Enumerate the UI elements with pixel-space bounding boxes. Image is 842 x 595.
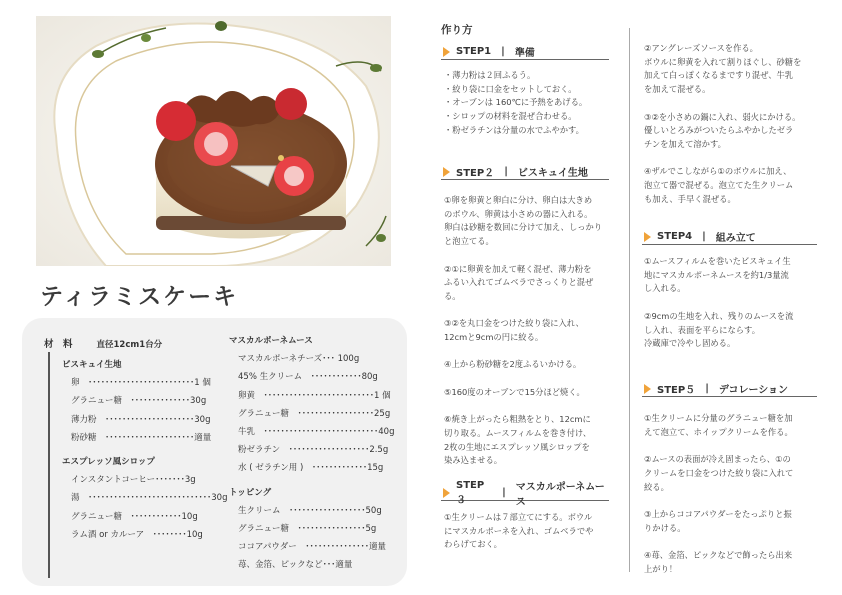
step-name: 組み立て xyxy=(715,233,756,244)
step3-continued-text: ②アングレーズソースを作る。 ボウルに卵黄を入れて割りほぐし、砂糖を 加えて白っぽくなるまですり混ぜ、牛乳 を加えて混ぜる。 ③②を小さめの鍋に入れ、弱火にかける。 優しいとろみがついたらふやかしたゼラ チンを加えて溶かす。 ④ザルでこしながら①のボウルに加え、 泡立て器で混ぜる。泡立てた生クリーム も加え、手早く混ぜる。 xyxy=(644,43,802,204)
ingredient-row: インスタントコーヒー･･･････3g xyxy=(71,475,196,486)
column-divider xyxy=(629,28,630,572)
step-label: STEP５ xyxy=(657,385,696,396)
ingredient-row: 水 ( ゼラチン用 ) ･････････････15g xyxy=(238,463,384,474)
step-separator: | xyxy=(702,231,706,242)
ingredient-row: グラニュー糖 ･･････････････30g xyxy=(71,396,207,407)
step-label: STEP4 xyxy=(657,231,693,242)
orange-triangle-icon xyxy=(443,488,450,498)
ingredient-row: 卵黄 ･･････････････････････････1 個 xyxy=(238,390,391,401)
step4-header xyxy=(642,229,817,245)
serving-size: 直径12cm1台分 xyxy=(96,340,163,350)
ingredients-column-right xyxy=(229,330,395,575)
mousse-heading: マスカルポーネムース xyxy=(229,336,313,346)
ingredient-row: 粉砂糖 ･････････････････････適量 xyxy=(71,432,212,443)
step-label: STEP２ xyxy=(456,168,495,179)
ingredient-row: ラム酒 or カルーア ････････10g xyxy=(71,529,203,540)
ingredient-row: グラニュー糖 ････････････10g xyxy=(71,511,198,522)
step-name: ビスキュイ生地 xyxy=(517,168,588,179)
syrup-heading: エスプレッソ風シロップ xyxy=(62,457,155,468)
recipe-title: ティラミスケーキ xyxy=(40,284,239,310)
step-separator: | xyxy=(501,46,505,57)
step3-text: ①生クリームは７部立てにする。ボウル にマスカルポーネを入れ、ゴムベラでや わらげておく。 xyxy=(444,512,594,550)
ingredients-divider-line xyxy=(48,352,50,578)
ingredient-row: 牛乳 ･･･････････････････････････40g xyxy=(238,427,395,438)
topping-heading: トッピング xyxy=(229,487,272,498)
biscuit-heading: ビスキュイ生地 xyxy=(62,360,122,370)
step2-header xyxy=(441,164,609,180)
step-name: 準備 xyxy=(514,48,535,59)
ingredient-row: 粉ゼラチン ･･･････････････････2.5g xyxy=(238,445,389,456)
step1-text: ・薄力粉は２回ふるう。 ・絞り袋に口金をセットしておく。 ・オーブンは 160℃に予熱をあげる。 ・シロップの材料を混ぜ合わせる。 ・粉ゼラチンは分量の水でふやかす。 xyxy=(444,70,588,135)
orange-triangle-icon xyxy=(443,47,450,57)
ingredient-row: ココアパウダー ･･･････････････適量 xyxy=(238,542,386,553)
ingredient-row: マスカルポーネチーズ･･･ 100g xyxy=(238,354,360,365)
orange-triangle-icon xyxy=(443,167,450,177)
step-separator: | xyxy=(502,487,506,498)
ingredient-row: 卵 ･････････････････････････1 個 xyxy=(71,378,211,389)
ingredient-row: 生クリーム ･･････････････････50g xyxy=(238,505,382,516)
step-label: STEP1 xyxy=(456,46,492,57)
step-separator: | xyxy=(504,166,508,177)
step4-text: ①ムースフィルムを巻いたビスキュイ生 地にマスカルポーネムースを約1/3量流 し入れる。 ②9cmの生地を入れ、残りのムースを流 し入れ、表面を平らにならす。 冷蔵庫で冷やし固める。 xyxy=(644,256,794,349)
ingredient-row: 湯 ･････････････････････････････30g xyxy=(71,493,228,504)
ingredient-row: グラニュー糖 ････････････････5g xyxy=(238,524,377,535)
howto-title: 作り方 xyxy=(441,24,473,36)
ingredient-row: 薄力粉 ･････････････････････30g xyxy=(71,414,211,425)
cake-illustration xyxy=(36,16,391,266)
step5-text: ①生クリームに分量のグラニュー糖を加 えて泡立て、ホイップクリームを作る。 ②ムースの表面が冷え固まったら、①の クリームを口金をつけた絞り袋に入れて 絞る。 ③上からココアパウダーをたっぷりと振 りかける。 ④苺、金箔、ピックなどで飾ったら出来 上がり！ xyxy=(644,413,794,574)
orange-triangle-icon xyxy=(644,384,651,394)
ingredient-row: グラニュー糖 ･･････････････････25g xyxy=(238,408,391,419)
step2-text: ①卵を卵黄と卵白に分け、卵白は大きめ のボウル、卵黄は小さめの器に入れる。 卵白は砂糖を数回に分けて加え、しっかり と泡立てる。 ②①に卵黄を加えて軽く混ぜ、薄力粉を ふるい入れてゴムベラでさっくりと混ぜ る。 ③②を丸口金をつけた絞り袋に入れ、 12cmと9cmの円に絞る。 ④上から粉砂糖を2度ふるいかける。 ⑤160度のオーブンで15分ほど焼く。 ⑥焼き上がったら粗熱をとり、12cmに 切り取る。ムースフィルムを巻き付け、 2枚の生地にエスプレッソ風シロップを 染み込ませる。 xyxy=(444,195,603,466)
ingredients-header xyxy=(44,336,162,350)
ingredient-row: 45% 生クリーム ････････････80g xyxy=(238,372,378,383)
orange-triangle-icon xyxy=(644,232,651,242)
ingredients-label: 材 料 xyxy=(44,339,73,350)
step-name: マスカルポーネムース xyxy=(515,481,605,508)
step-label: STEP３ xyxy=(456,479,485,506)
cake-photo xyxy=(36,16,391,266)
step5-header xyxy=(642,381,817,397)
ingredients-column-left xyxy=(62,354,228,544)
ingredient-row: 苺、金箔、ピックなど･･･適量 xyxy=(238,560,353,571)
step-separator: | xyxy=(705,383,709,394)
step-name: デコレーション xyxy=(718,385,789,396)
step3-header xyxy=(441,479,609,508)
step1-header xyxy=(441,44,609,60)
